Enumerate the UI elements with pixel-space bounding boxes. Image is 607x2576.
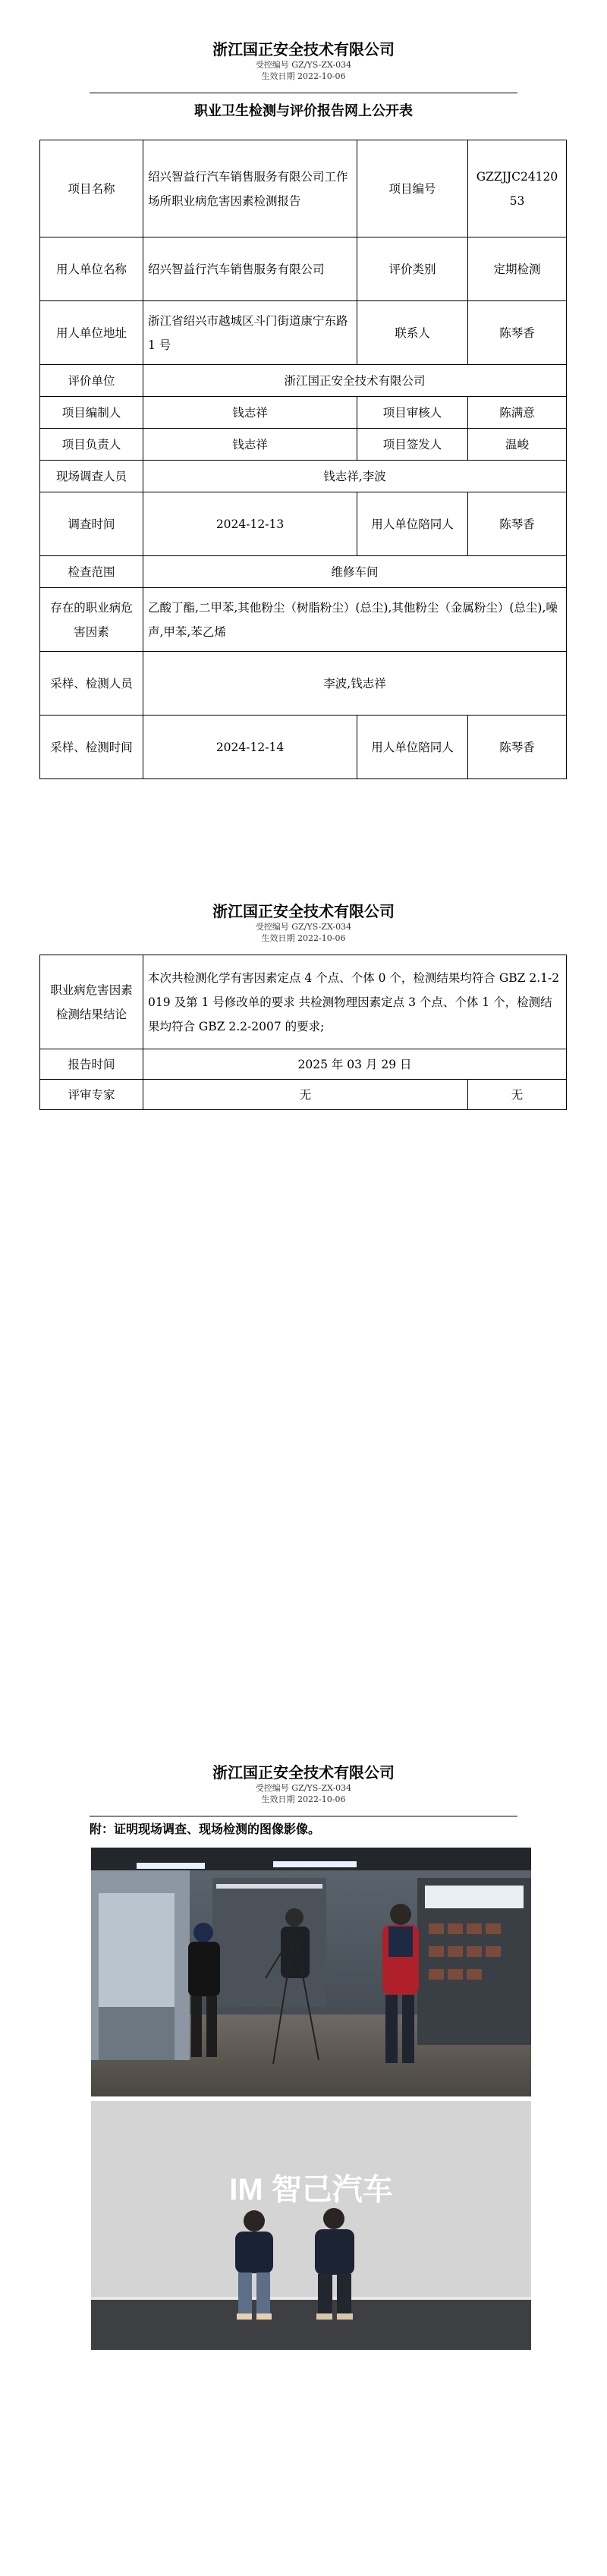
investigator-label: 现场调查人员 xyxy=(40,461,143,492)
table-row xyxy=(40,716,567,779)
expert-extra-value: 无 xyxy=(468,1080,567,1110)
eval-unit-label: 评价单位 xyxy=(40,365,143,397)
project-name-label: 项目名称 xyxy=(40,140,143,237)
table-row xyxy=(40,429,567,461)
issuer-label: 项目签发人 xyxy=(357,429,468,461)
report-time-value: 2025 年 03 月 29 日 xyxy=(143,1049,567,1080)
table-row xyxy=(40,588,567,652)
company-name: 浙江国正安全技术有限公司 xyxy=(212,40,395,58)
control-number: 受控编号 GZ/YS-ZX-034 xyxy=(255,60,352,70)
page-title: 职业卫生检测与评价报告网上公开表 xyxy=(194,103,413,119)
project-no-value: GZZJJC2412053 xyxy=(468,140,567,237)
project-name-value: 绍兴智益行汽车销售服务有限公司工作场所职业病危害因素检测报告 xyxy=(143,140,357,237)
sampling-staff-label: 采样、检测人员 xyxy=(40,652,143,716)
table-row xyxy=(40,365,567,397)
eval-unit-value: 浙江国正安全技术有限公司 xyxy=(143,365,567,397)
scope-value: 维修车间 xyxy=(143,556,567,588)
storefront-photo xyxy=(91,2101,531,2350)
address-value: 浙江省绍兴市越城区斗门街道康宁东路 1 号 xyxy=(143,301,357,365)
page3-header xyxy=(0,1763,607,1805)
accompany-label: 用人单位陪同人 xyxy=(357,492,468,556)
investigator-value: 钱志祥,李波 xyxy=(143,461,567,492)
table-row xyxy=(40,652,567,716)
survey-time-value: 2024-12-13 xyxy=(143,492,357,556)
table-row xyxy=(40,461,567,492)
brand-sign-text: IM 智己汽车 xyxy=(229,2173,393,2206)
sampling-time-value: 2024-12-14 xyxy=(143,716,357,779)
eval-type-label: 评价类别 xyxy=(357,237,468,301)
table-row xyxy=(40,140,567,237)
address-label: 用人单位地址 xyxy=(40,301,143,365)
table-row xyxy=(40,1080,567,1110)
reviewer-value: 陈满意 xyxy=(468,397,567,429)
table-row xyxy=(40,237,567,301)
accompany2-label: 用人单位陪同人 xyxy=(357,716,468,779)
eval-type-value: 定期检测 xyxy=(468,237,567,301)
employer-label: 用人单位名称 xyxy=(40,237,143,301)
storefront-illustration xyxy=(91,2101,531,2350)
leader-label: 项目负责人 xyxy=(40,429,143,461)
contact-value: 陈琴香 xyxy=(468,301,567,365)
sampling-staff-value: 李波,钱志祥 xyxy=(143,652,567,716)
conclusion-table xyxy=(39,955,567,1110)
expert-value: 无 xyxy=(143,1080,468,1110)
table-row xyxy=(40,397,567,429)
site-survey-illustration xyxy=(91,1848,531,2096)
employer-value: 绍兴智益行汽车销售服务有限公司 xyxy=(143,237,357,301)
control-number: 受控编号 GZ/YS-ZX-034 xyxy=(255,1783,352,1793)
conclusion-value: 本次共检测化学有害因素定点 4 个点、个体 0 个，检测结果均符合 GBZ 2.1-2019 及第 1 号修改单的要求 共检测物理因素定点 3 个点、个体 1 个，检测结果均符合 GBZ 2.2-2007 的要求; xyxy=(143,955,567,1049)
table-row xyxy=(40,301,567,365)
expert-label: 评审专家 xyxy=(40,1080,143,1110)
table-row xyxy=(40,955,567,1049)
project-no-label: 项目编号 xyxy=(357,140,468,237)
sampling-time-label: 采样、检测时间 xyxy=(40,716,143,779)
scope-label: 检查范围 xyxy=(40,556,143,588)
site-survey-photo xyxy=(91,1848,531,2096)
hazards-value: 乙酸丁酯,二甲苯,其他粉尘（树脂粉尘）(总尘),其他粉尘（金属粉尘）(总尘),噪声,甲苯,苯乙烯 xyxy=(143,588,567,652)
page1-header xyxy=(0,39,607,82)
table-row xyxy=(40,1049,567,1080)
company-name: 浙江国正安全技术有限公司 xyxy=(212,902,395,920)
accompany-value: 陈琴香 xyxy=(468,492,567,556)
reviewer-label: 项目审核人 xyxy=(357,397,468,429)
effective-date: 生效日期 2022-10-06 xyxy=(261,933,346,943)
appendix-note: 附：证明现场调查、现场检测的图像影像。 xyxy=(90,1822,321,1836)
conclusion-label: 职业病危害因素检测结果结论 xyxy=(40,955,143,1049)
leader-value: 钱志祥 xyxy=(143,429,357,461)
table-row xyxy=(40,492,567,556)
page2-header xyxy=(0,901,607,944)
compiler-label: 项目编制人 xyxy=(40,397,143,429)
hazards-label: 存在的职业病危害因素 xyxy=(40,588,143,652)
info-table xyxy=(39,140,567,779)
contact-label: 联系人 xyxy=(357,301,468,365)
survey-time-label: 调查时间 xyxy=(40,492,143,556)
control-number: 受控编号 GZ/YS-ZX-034 xyxy=(255,922,352,932)
report-time-label: 报告时间 xyxy=(40,1049,143,1080)
compiler-value: 钱志祥 xyxy=(143,397,357,429)
company-name: 浙江国正安全技术有限公司 xyxy=(212,1763,395,1782)
effective-date: 生效日期 2022-10-06 xyxy=(261,1794,346,1804)
accompany2-value: 陈琴香 xyxy=(468,716,567,779)
issuer-value: 温峻 xyxy=(468,429,567,461)
effective-date: 生效日期 2022-10-06 xyxy=(261,71,346,81)
table-row xyxy=(40,556,567,588)
